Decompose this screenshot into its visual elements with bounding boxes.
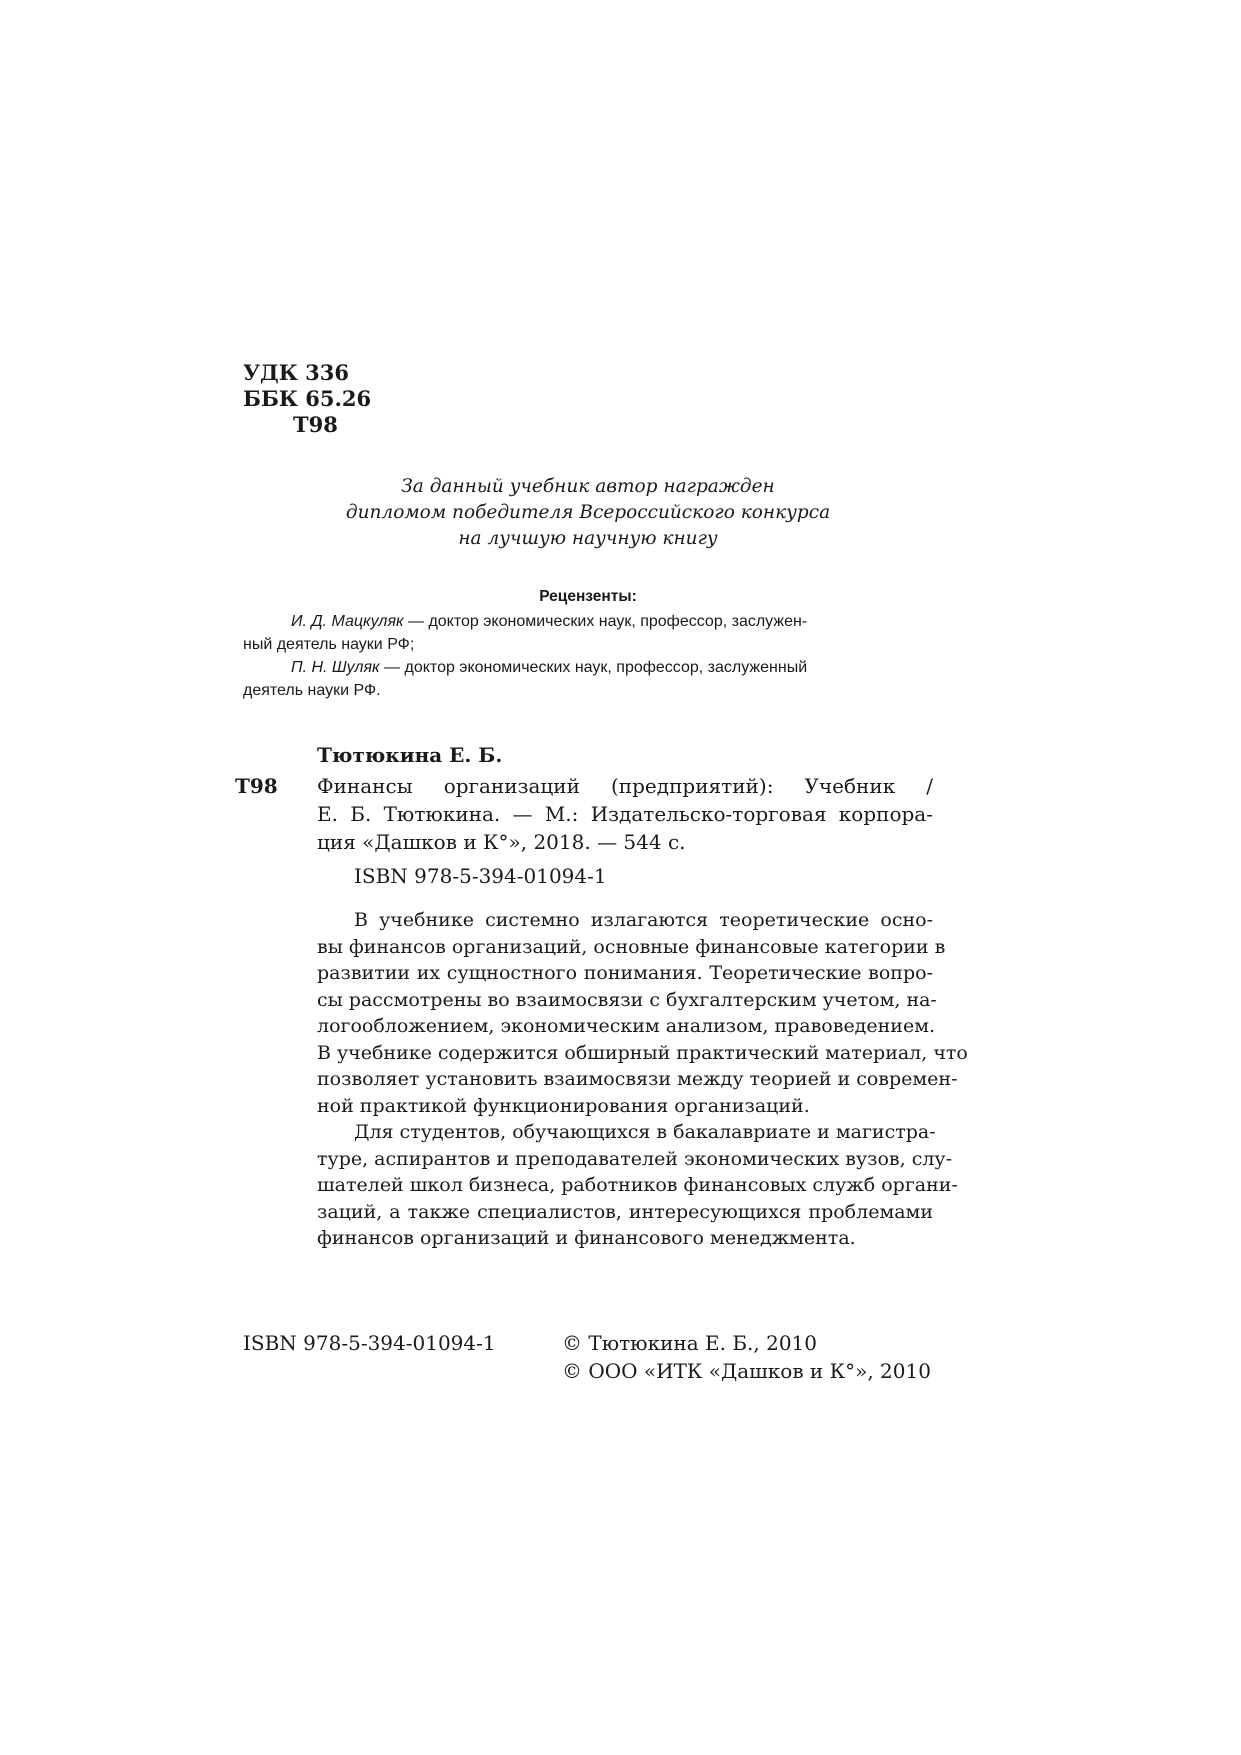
annotation	[317, 907, 968, 1252]
annotation-line: сы рассмотрены во взаимосвязи с бухгалтерским учетом, на-	[317, 988, 937, 1011]
reviewers-heading: Рецензенты:	[539, 588, 637, 605]
catalog-author: Тютюкина Е. Б.	[317, 743, 503, 767]
annotation-paragraph	[317, 907, 968, 1119]
annotation-line: туре, аспирантов и преподавателей экономических вузов, слу-	[317, 1147, 953, 1170]
annotation-line: позволяет установить взаимосвязи между теорией и современ-	[317, 1068, 958, 1090]
reviewer-2-cont: деятель науки РФ.	[243, 682, 381, 699]
copyright-publisher: © ООО «ИТК «Дашков и К°», 2010	[562, 1359, 931, 1383]
award-line: на лучшую научную книгу	[458, 528, 718, 549]
catalog-isbn: ISBN 978-5-394-01094-1	[354, 864, 607, 888]
annotation-line: В учебнике содержится обширный практический материал, что	[317, 1041, 968, 1064]
author-mark: Т98	[293, 412, 338, 437]
annotation-line: логообложением, экономическим анализом, правоведением.	[317, 1015, 936, 1037]
award-line: За данный учебник автор награжден	[401, 476, 775, 497]
annotation-line: вы финансов организаций, основные финансовые категории в	[317, 935, 946, 958]
annotation-line: заций, а также специалистов, интересующихся проблемами	[317, 1200, 933, 1223]
imprint-isbn: ISBN 978-5-394-01094-1	[243, 1331, 496, 1355]
bib-line: Финансы организаций (предприятий): Учебник /	[317, 774, 933, 798]
annotation-line: шателей школ бизнеса, работников финансовых служб органи-	[317, 1174, 958, 1196]
classification-codes	[243, 360, 371, 438]
annotation-line: ной практикой функционирования организаций.	[317, 1094, 810, 1117]
annotation-paragraph	[317, 1119, 958, 1252]
catalog-code: Т98	[235, 774, 278, 798]
reviewer-1	[243, 610, 933, 633]
reviewers-section	[243, 585, 933, 702]
annotation-line: финансов организаций и финансового менеджмента.	[317, 1227, 856, 1249]
reviewer-1-cont: ный деятель науки РФ;	[243, 636, 415, 653]
reviewer-2	[243, 656, 933, 679]
copyright-author: © Тютюкина Е. Б., 2010	[562, 1331, 818, 1355]
udk-code: УДК 336	[243, 360, 349, 385]
reviewer-1-desc: — доктор экономических наук, профессор, заслужен-	[403, 613, 808, 630]
award-note	[243, 474, 933, 552]
annotation-line: развитии их сущностного понимания. Теоретические вопро-	[317, 962, 933, 984]
award-line: дипломом победителя Всероссийского конкурса	[345, 502, 831, 523]
reviewer-1-name: И. Д. Мацкуляк	[291, 613, 404, 630]
bibliographic-description	[317, 772, 933, 856]
copyright-block	[562, 1329, 931, 1385]
bib-line: ция «Дашков и К°», 2018. — 544 с.	[317, 830, 686, 854]
reviewer-2-name: П. Н. Шуляк	[291, 659, 380, 676]
reviewer-2-desc: — доктор экономических наук, профессор, заслуженный	[379, 659, 808, 676]
bbk-code: ББК 65.26	[243, 386, 372, 411]
annotation-line: В учебнике системно излагаются теоретические осно-	[354, 909, 933, 931]
annotation-line: Для студентов, обучающихся в бакалавриате и магистра-	[354, 1121, 936, 1143]
bib-line: Е. Б. Тютюкина. — М.: Издательско-торговая корпора-	[317, 802, 933, 826]
